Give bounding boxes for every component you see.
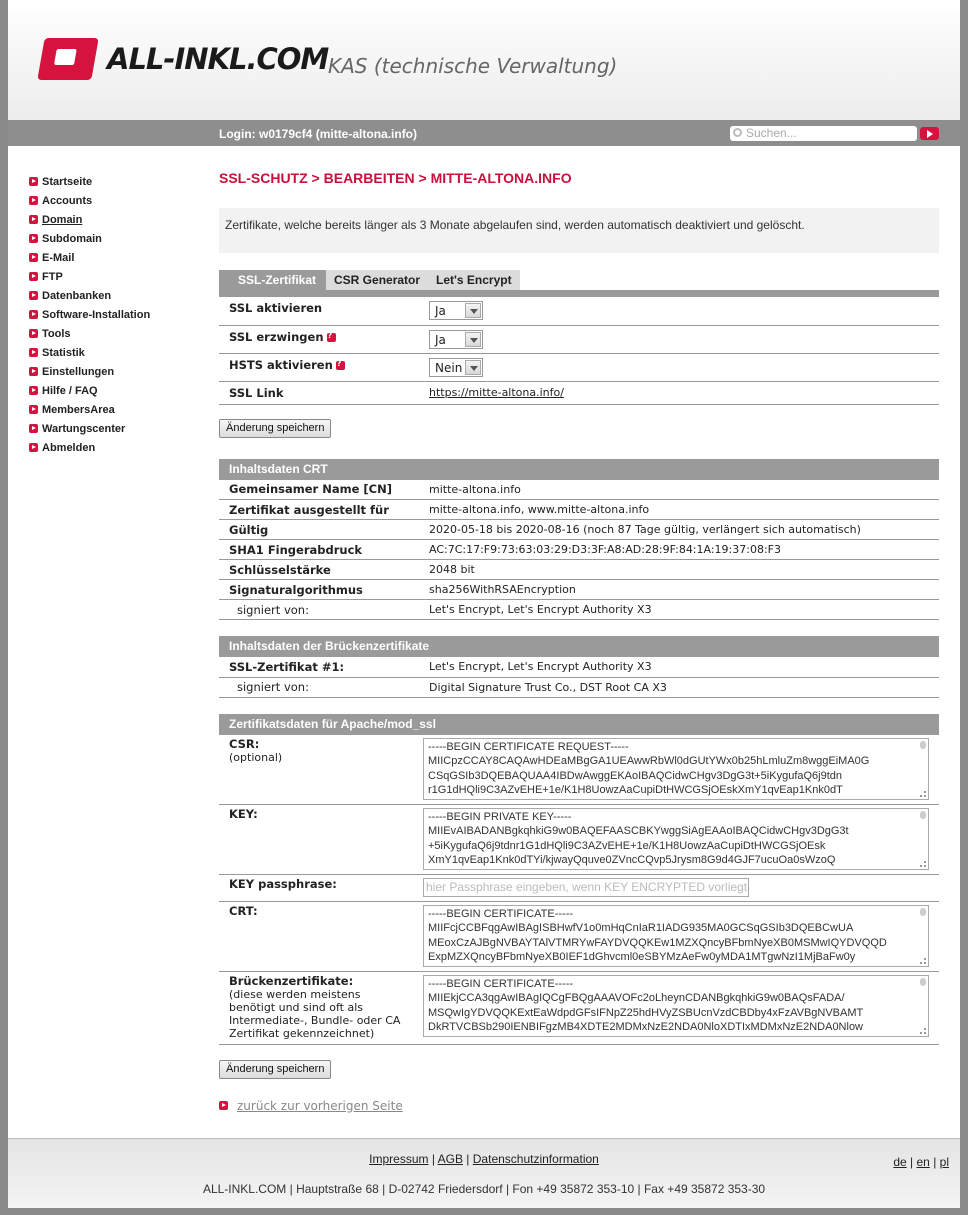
nav-item-tools[interactable]: Tools [29,324,150,343]
arrow-icon [29,424,38,433]
arrow-icon [29,367,38,376]
lang-en[interactable]: en [916,1155,930,1169]
search-icon [733,128,742,137]
table-row [219,580,939,600]
arrow-icon [29,253,38,262]
crt-line: MEoxCzAJBgNVBAYTAlVTMRYwFAYDVQQKEw1MZXQncyBFbmNyeXB0MSMwIQYDVQQD [428,936,887,949]
nav-item-domain[interactable]: Domain [29,210,150,229]
table-row [219,381,939,404]
crt-line: -----BEGIN CERTIFICATE----- [428,907,574,920]
ssl-activate-select[interactable] [429,301,483,320]
nav-item-email[interactable]: E-Mail [29,248,150,267]
bridge-line: MSQwIgYDVQQKExtEaWdpdGFsIFNpZ25hdHVyZSBUcnVzdCBDby4xFzAVBgNVBAMT [428,1006,864,1019]
key-line: -----BEGIN PRIVATE KEY----- [428,810,572,823]
crt-line: MIIFcjCCBFqgAwIBAgISBHwfV1o0mHqCnIaR1IADG935MA0GCSqGSIb3DQEBCwUA [428,922,854,934]
arrow-icon [29,272,38,281]
nav-item-wartungscenter[interactable]: Wartungscenter [29,419,150,438]
nav-item-einstellungen[interactable]: Einstellungen [29,362,150,381]
crt-textarea[interactable] [423,905,929,967]
crt-value: mitte-altona.info, www.mitte-altona.info [419,500,939,520]
bridge-input-label-cell [219,971,413,1044]
tab-ssl-zertifikat[interactable]: SSL-Zertifikat [219,270,326,290]
crt-label: Signaturalgorithmus [219,580,419,600]
logo-icon [37,38,98,80]
scrollbar[interactable] [920,741,926,749]
bridge-value: Digital Signature Trust Co., DST Root CA X3 [419,677,939,697]
table-row [219,600,939,620]
lang-pl[interactable]: pl [939,1155,949,1169]
header [8,0,960,120]
scrollbar[interactable] [920,811,926,819]
bridge-table [219,657,939,698]
crt-value: 2048 bit [419,560,939,580]
passphrase-label-cell [219,874,413,901]
key-label-cell [219,804,413,874]
nav-item-statistik[interactable]: Statistik [29,343,150,362]
table-row [219,971,939,1044]
crt-label: Schlüsselstärke [219,560,419,580]
key-line: MIIEvAIBADANBgkqhkiG9w0BAQEFAASCBKYwggSiAgEAAoIBAQCidwCHgv3DgG3t [428,825,849,837]
logo[interactable] [41,38,328,80]
ssl-force-value: Ja [435,332,446,347]
hsts-select[interactable] [429,358,483,377]
crt-input-cell [413,901,939,971]
crt-label: Zertifikat ausgestellt für [219,500,419,520]
csr-line: CSqGSIb3DQEBAQUAA4IBDwAwggEKAoIBAQCidwCHgv3DgG3t+5iKygufaQ6j9tdn [428,769,843,782]
ssl-link-label: SSL Link [219,381,419,404]
footer-address: ALL-INKL.COM | Hauptstraße 68 | D-02742 Friedersdorf | Fon +49 35872 353-10 | Fax +49 35872 353-30 [202,1182,766,1196]
arrow-icon [29,234,38,243]
chevron-down-icon [465,360,481,375]
table-row [219,480,939,500]
bridge-line: -----BEGIN CERTIFICATE----- [428,977,574,990]
table-row [219,520,939,540]
hsts-cell [419,353,939,381]
help-icon[interactable] [336,361,345,370]
arrow-icon [29,348,38,357]
crt-table [219,480,939,621]
arrow-icon [29,310,38,319]
table-row [219,874,939,901]
nav-item-ftp[interactable]: FTP [29,267,150,286]
top-bar [8,120,960,146]
crt-value: mitte-altona.info [419,480,939,500]
agb-link[interactable]: AGB [437,1152,463,1166]
bridge-note: (diese werden meistens benötigt und sind oft als Intermediate-, Bundle- oder CA Zertifikat gekennzeichnet) [229,987,401,1040]
ssl-force-cell [419,325,939,353]
ssl-force-label: SSL erzwingen [229,329,324,344]
scrollbar[interactable] [920,908,926,916]
passphrase-cell [413,874,939,901]
table-row [219,804,939,874]
language-switcher: de | en | pl [893,1155,949,1169]
bridge-label: signiert von: [219,677,419,697]
section-header-apache: Zertifikatsdaten für Apache/mod_ssl [219,714,939,735]
nav-item-hilfe-faq[interactable]: Hilfe / FAQ [29,381,150,400]
tab-lets-encrypt[interactable]: Let's Encrypt [428,270,520,290]
help-icon[interactable] [327,333,336,342]
search-submit-button[interactable] [920,127,939,140]
table-row [219,353,939,381]
impressum-link[interactable]: Impressum [369,1152,429,1166]
ssl-force-select[interactable] [429,330,483,349]
arrow-icon [219,1101,228,1110]
key-textarea[interactable] [423,808,929,870]
crt-label: Gemeinsamer Name [CN] [219,480,419,500]
info-box: Zertifikate, welche bereits länger als 3 Monate abgelaufen sind, werden automatisch deaktiviert und gelöscht. [219,208,939,253]
csr-label: CSR: [229,736,260,751]
resize-grip-icon[interactable] [920,1028,926,1034]
table-row [219,677,939,697]
ssl-activate-cell [419,297,939,325]
passphrase-input[interactable]: hier Passphrase eingeben, wenn KEY ENCRYPTED vorliegt [423,878,749,897]
lang-de[interactable]: de [893,1155,907,1169]
table-row [219,500,939,520]
nav-item-membersarea[interactable]: MembersArea [29,400,150,419]
login-info: Login: w0179cf4 (mitte-altona.info) [219,127,418,141]
back-link[interactable]: zurück zur vorherigen Seite [237,1098,403,1113]
search-placeholder: Suchen... [746,126,797,140]
table-row [219,657,939,677]
nav-item-subdomain[interactable]: Subdomain [29,229,150,248]
bridge-line: MIIEkjCCA3qgAwIBAgIQCgFBQgAAAVOFc2oLheynCDANBgkqhkiG9w0BAQsFADA/ [428,992,845,1004]
crt-line: ExpMZXQncyBFbmNyeXB0IEF1dGhvcml0eSBYMzAeFw0yMDA1MTgwNzI1MjBaFw0y [428,951,856,963]
ssl-link[interactable]: https://mitte-altona.info/ [429,385,564,399]
arrow-icon [29,386,38,395]
back-row [219,1099,939,1113]
crt-label: Gültig [219,520,419,540]
section-header-bridge: Inhaltsdaten der Brückenzertifikate [219,636,939,657]
arrow-icon [29,291,38,300]
nav-item-datenbanken[interactable]: Datenbanken [29,286,150,305]
main-content [219,170,939,1113]
arrow-icon [29,405,38,414]
nav-item-abmelden[interactable]: Abmelden [29,438,150,457]
csr-line: -----BEGIN CERTIFICATE REQUEST----- [428,740,629,753]
key-line: +5iKygufaQ6j9tdnr1G1dHQli9C3AZvEHE+1e/K1H8UowzAaCupiDtHWCGSjOEsk [428,839,826,852]
table-row [219,735,939,805]
crt-value: sha256WithRSAEncryption [419,580,939,600]
key-line: XmY1qvEap1Knk0dTYi/kjwayQquve0ZVncCQvp5Jrysm8G9d4GJF7ucuOa0sWzoQ [428,854,836,866]
scrollbar[interactable] [920,978,926,986]
crt-label: SHA1 Fingerabdruck [219,540,419,560]
crt-value: AC:7C:17:F9:73:63:03:29:D3:3F:A8:AD:28:9F:84:1A:19:37:08:F3 [419,540,939,560]
arrow-icon [29,443,38,452]
csr-cell [413,735,939,805]
privacy-link[interactable]: Datenschutzinformation [472,1152,599,1166]
hsts-label-cell [219,353,419,381]
bridge-label: SSL-Zertifikat #1: [219,657,419,677]
key-label: KEY: [229,806,258,821]
arrow-icon [29,215,38,224]
key-cell [413,804,939,874]
ssl-force-label-cell [219,325,419,353]
chevron-down-icon [465,332,481,347]
section-header-crt: Inhaltsdaten CRT [219,459,939,480]
bridge-textarea[interactable] [423,975,929,1037]
hsts-label: HSTS aktivieren [229,357,333,372]
sidebar-nav [29,172,150,457]
page [8,0,960,1208]
bridge-line: DkRTVCBSb290IENBIFgzMB4XDTE2MDMxNzE2NDA0NloXDTIxMDMxNzE2NDA0Nlow [428,1021,864,1033]
save-row-bottom [219,1060,939,1079]
page-title: SSL-SCHUTZ > BEARBEITEN > MITTE-ALTONA.INFO [219,170,572,186]
arrow-icon [29,177,38,186]
passphrase-label: KEY passphrase: [229,876,337,891]
nav-item-software-installation[interactable]: Software-Installation [29,305,150,324]
tab-csr-generator[interactable]: CSR Generator [326,270,428,290]
table-row [219,297,939,325]
apache-table [219,735,939,1045]
save-row [219,419,939,438]
tab-bar [219,270,939,290]
csr-line: r1G1dHQli9C3AZvEHE+1e/K1H8UowzAaCupiDtHWCGSjOEskXmY1qvEap1Knk0dT [428,784,843,796]
table-row [219,325,939,353]
hsts-value: Nein [435,360,463,375]
table-row [219,540,939,560]
crt-input-label-cell [219,901,413,971]
csr-note: (optional) [229,750,283,764]
crt-label: signiert von: [219,600,419,620]
csr-label-cell [219,735,413,805]
resize-grip-icon[interactable] [920,791,926,797]
ssl-activate-label: SSL aktivieren [219,297,419,325]
search-input[interactable] [730,126,917,141]
table-row [219,901,939,971]
arrow-icon [29,329,38,338]
csr-line: MIICpzCCAY8CAQAwHDEaMBgGA1UEAwwRbWl0dGUtYWx0b25hLmluZm8wggEiMA0G [428,755,870,767]
tab-underline [219,290,939,297]
save-button[interactable]: Änderung speichern [219,419,331,438]
chevron-down-icon [465,303,481,318]
logo-text: ALL-INKL.COM [107,42,329,76]
bridge-input-cell [413,971,939,1044]
crt-value: Let's Encrypt, Let's Encrypt Authority X3 [419,600,939,620]
resize-grip-icon[interactable] [920,861,926,867]
apache-section [219,714,939,1045]
bridge-value: Let's Encrypt, Let's Encrypt Authority X3 [419,657,939,677]
crt-section [219,459,939,621]
save-button-bottom[interactable]: Änderung speichern [219,1060,331,1079]
crt-value: 2020-05-18 bis 2020-08-16 (noch 87 Tage gültig, verlängert sich automatisch) [419,520,939,540]
ssl-link-cell [419,381,939,404]
ssl-activate-value: Ja [435,304,446,318]
resize-grip-icon[interactable] [920,958,926,964]
csr-textarea[interactable] [423,738,929,800]
app-subtitle: KAS (technische Verwaltung) [328,54,618,78]
nav-item-startseite[interactable]: Startseite [29,172,150,191]
arrow-icon [29,196,38,205]
ssl-settings-table [219,297,939,405]
footer [8,1138,960,1208]
footer-links: Impressum | AGB | Datenschutzinformation [369,1152,599,1166]
bridge-input-label: Brückenzertifikate: [229,973,354,988]
crt-input-label: CRT: [229,903,258,918]
table-row [219,560,939,580]
bridge-section [219,636,939,698]
nav-item-accounts[interactable]: Accounts [29,191,150,210]
